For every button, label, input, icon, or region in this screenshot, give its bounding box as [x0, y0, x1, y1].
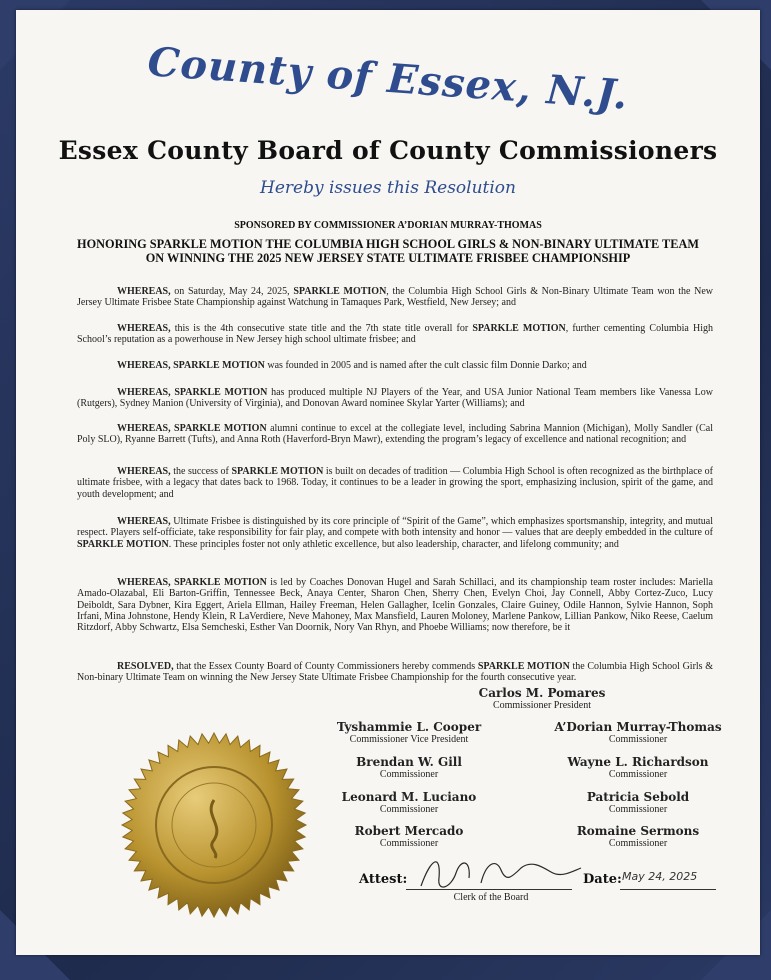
- gold-seal-icon: [119, 730, 309, 920]
- whereas-paragraph-1: WHEREAS, on Saturday, May 24, 2025, SPARKLE MOTION, the Columbia High School Girls & Non-Binary Ultimate Team won the New Jersey Ultimate Frisbee State Championship against Watchung in Tamaques Park, Westfield, New Jersey; and: [77, 286, 713, 309]
- whereas-paragraph-3: WHEREAS, SPARKLE MOTION was founded in 2005 and is named after the cult classic film Donnie Darko; and: [117, 360, 587, 371]
- signature-murray-thomas: A’Dorian Murray-Thomas Commissioner: [554, 720, 722, 745]
- clerk-handwritten-signature: [411, 848, 586, 898]
- signature-richardson: Wayne L. Richardson Commissioner: [567, 755, 709, 780]
- signature-vice-president: Tyshammie L. Cooper Commissioner Vice President: [336, 720, 482, 745]
- attest-label: Attest:: [359, 872, 408, 887]
- clerk-title: Clerk of the Board: [453, 892, 529, 903]
- whereas-paragraph-5: WHEREAS, SPARKLE MOTION alumni continue to excel at the collegiate level, including Sabrina Mannion (Michigan), Molly Sandler (Cal Poly SLO), Ryanne Barrett (Tufts), and Anna Roth (Haverford-Bryn Mawr), extending the program’s legacy of excellence and national recognition; and: [77, 423, 714, 446]
- signature-gill: Brendan W. Gill Commissioner: [356, 755, 462, 780]
- whereas-paragraph-4: WHEREAS, SPARKLE MOTION has produced multiple NJ Players of the Year, and USA Junior National Team members like Vanessa Low (Rutgers), Sydney Manion (University of Virginia), and Donovan Award nominee Skylar Yarter (Williams); and: [77, 387, 714, 410]
- county-heading: County of Essex, N.J.: [146, 38, 630, 119]
- attest-line: [406, 889, 572, 890]
- date-line: [620, 889, 716, 890]
- signature-luciano: Leonard M. Luciano Commissioner: [341, 790, 477, 815]
- date-value: May 24, 2025: [622, 870, 698, 883]
- whereas-paragraph-2: WHEREAS, this is the 4th consecutive state title and the 7th state title overall for SPARKLE MOTION, further cementing Columbia High School’s reputation as a powerhouse in New Jersey high school ultimate frisbee; and: [77, 323, 713, 346]
- whereas-paragraph-roster: WHEREAS, SPARKLE MOTION is led by Coaches Donovan Hugel and Sarah Schillaci, and its championship team roster includes: Mariella Amado-Olazabal, Eli Barton-Griffin, Tennessee Beck, Anaya Center, Sharon Chen, Sherry Chen, Evelyn Choi, Jay Connell, Abby Cortez-Zuco, Lucy Deiboldt, Sara Dybner, Kira Eggert, Ariela Ellman, Hailey Freeman, Helen Gallagher, Icelin Gonzales, Claire Guiney, Odile Hannon, Sylvie Hannon, Soph Irfani, Mina Johnstone, Hendy Klein, R LaVerdiere, Neve Mahoney, Max Mansfield, Lauren Moloney, Marlene Pankow, Lillian Pankow, Niko Reese, Caelum Ritzdorf, Abby Schwartz, Elsa Semcheski, Esther Van Doornik, Nory Van Rhyn, and Phoebe Williams; now therefore, be it: [77, 577, 714, 634]
- hereby-subheading: Hereby issues this Resolution: [260, 178, 516, 198]
- board-heading: Essex County Board of County Commissioners: [58, 136, 718, 165]
- resolution-paper: [16, 10, 760, 955]
- signature-mercado: Robert Mercado Commissioner: [354, 824, 464, 849]
- date-label: Date:: [583, 872, 622, 887]
- honoring-title: HONORING SPARKLE MOTION THE COLUMBIA HIGH SCHOOL GIRLS & NON-BINARY ULTIMATE TEAM ON WINNING THE 2025 NEW JERSEY STATE ULTIMATE FRISBEE CHAMPIONSHIP: [77, 237, 699, 265]
- whereas-paragraph-7: WHEREAS, Ultimate Frisbee is distinguished by its core principle of “Spirit of the Game”, which emphasizes sportsmanship, integrity, and mutual respect. Players self-officiate, take responsibility for fair play, and compete with both intensity and honor — values that are deeply embedded in the culture of SPARKLE MOTION. These principles foster not only athletic excellence, but also leadership, character, and lifelong community; and: [77, 516, 713, 550]
- signature-president: Carlos M. Pomares Commissioner President: [478, 686, 606, 711]
- whereas-paragraph-6: WHEREAS, the success of SPARKLE MOTION is built on decades of tradition — Columbia High School is often recognized as the birthplace of ultimate frisbee, with a legacy that dates back to 1968. Today, it continues to be a leader in growing the sport, emphasizing inclusion, spirit of the game, and youth development; and: [77, 466, 713, 500]
- signature-sermons: Romaine Sermons Commissioner: [576, 824, 700, 849]
- resolved-paragraph: RESOLVED, that the Essex County Board of County Commissioners hereby commends SPARKLE MOTION the Columbia High School Girls & Non-binary Ultimate Team on winning the New Jersey State Ultimate Frisbee Championship for the fourth consecutive year.: [77, 661, 714, 684]
- sponsor-line: SPONSORED BY COMMISSIONER A’DORIAN MURRAY-THOMAS: [234, 220, 542, 231]
- signature-sebold: Patricia Sebold Commissioner: [586, 790, 690, 815]
